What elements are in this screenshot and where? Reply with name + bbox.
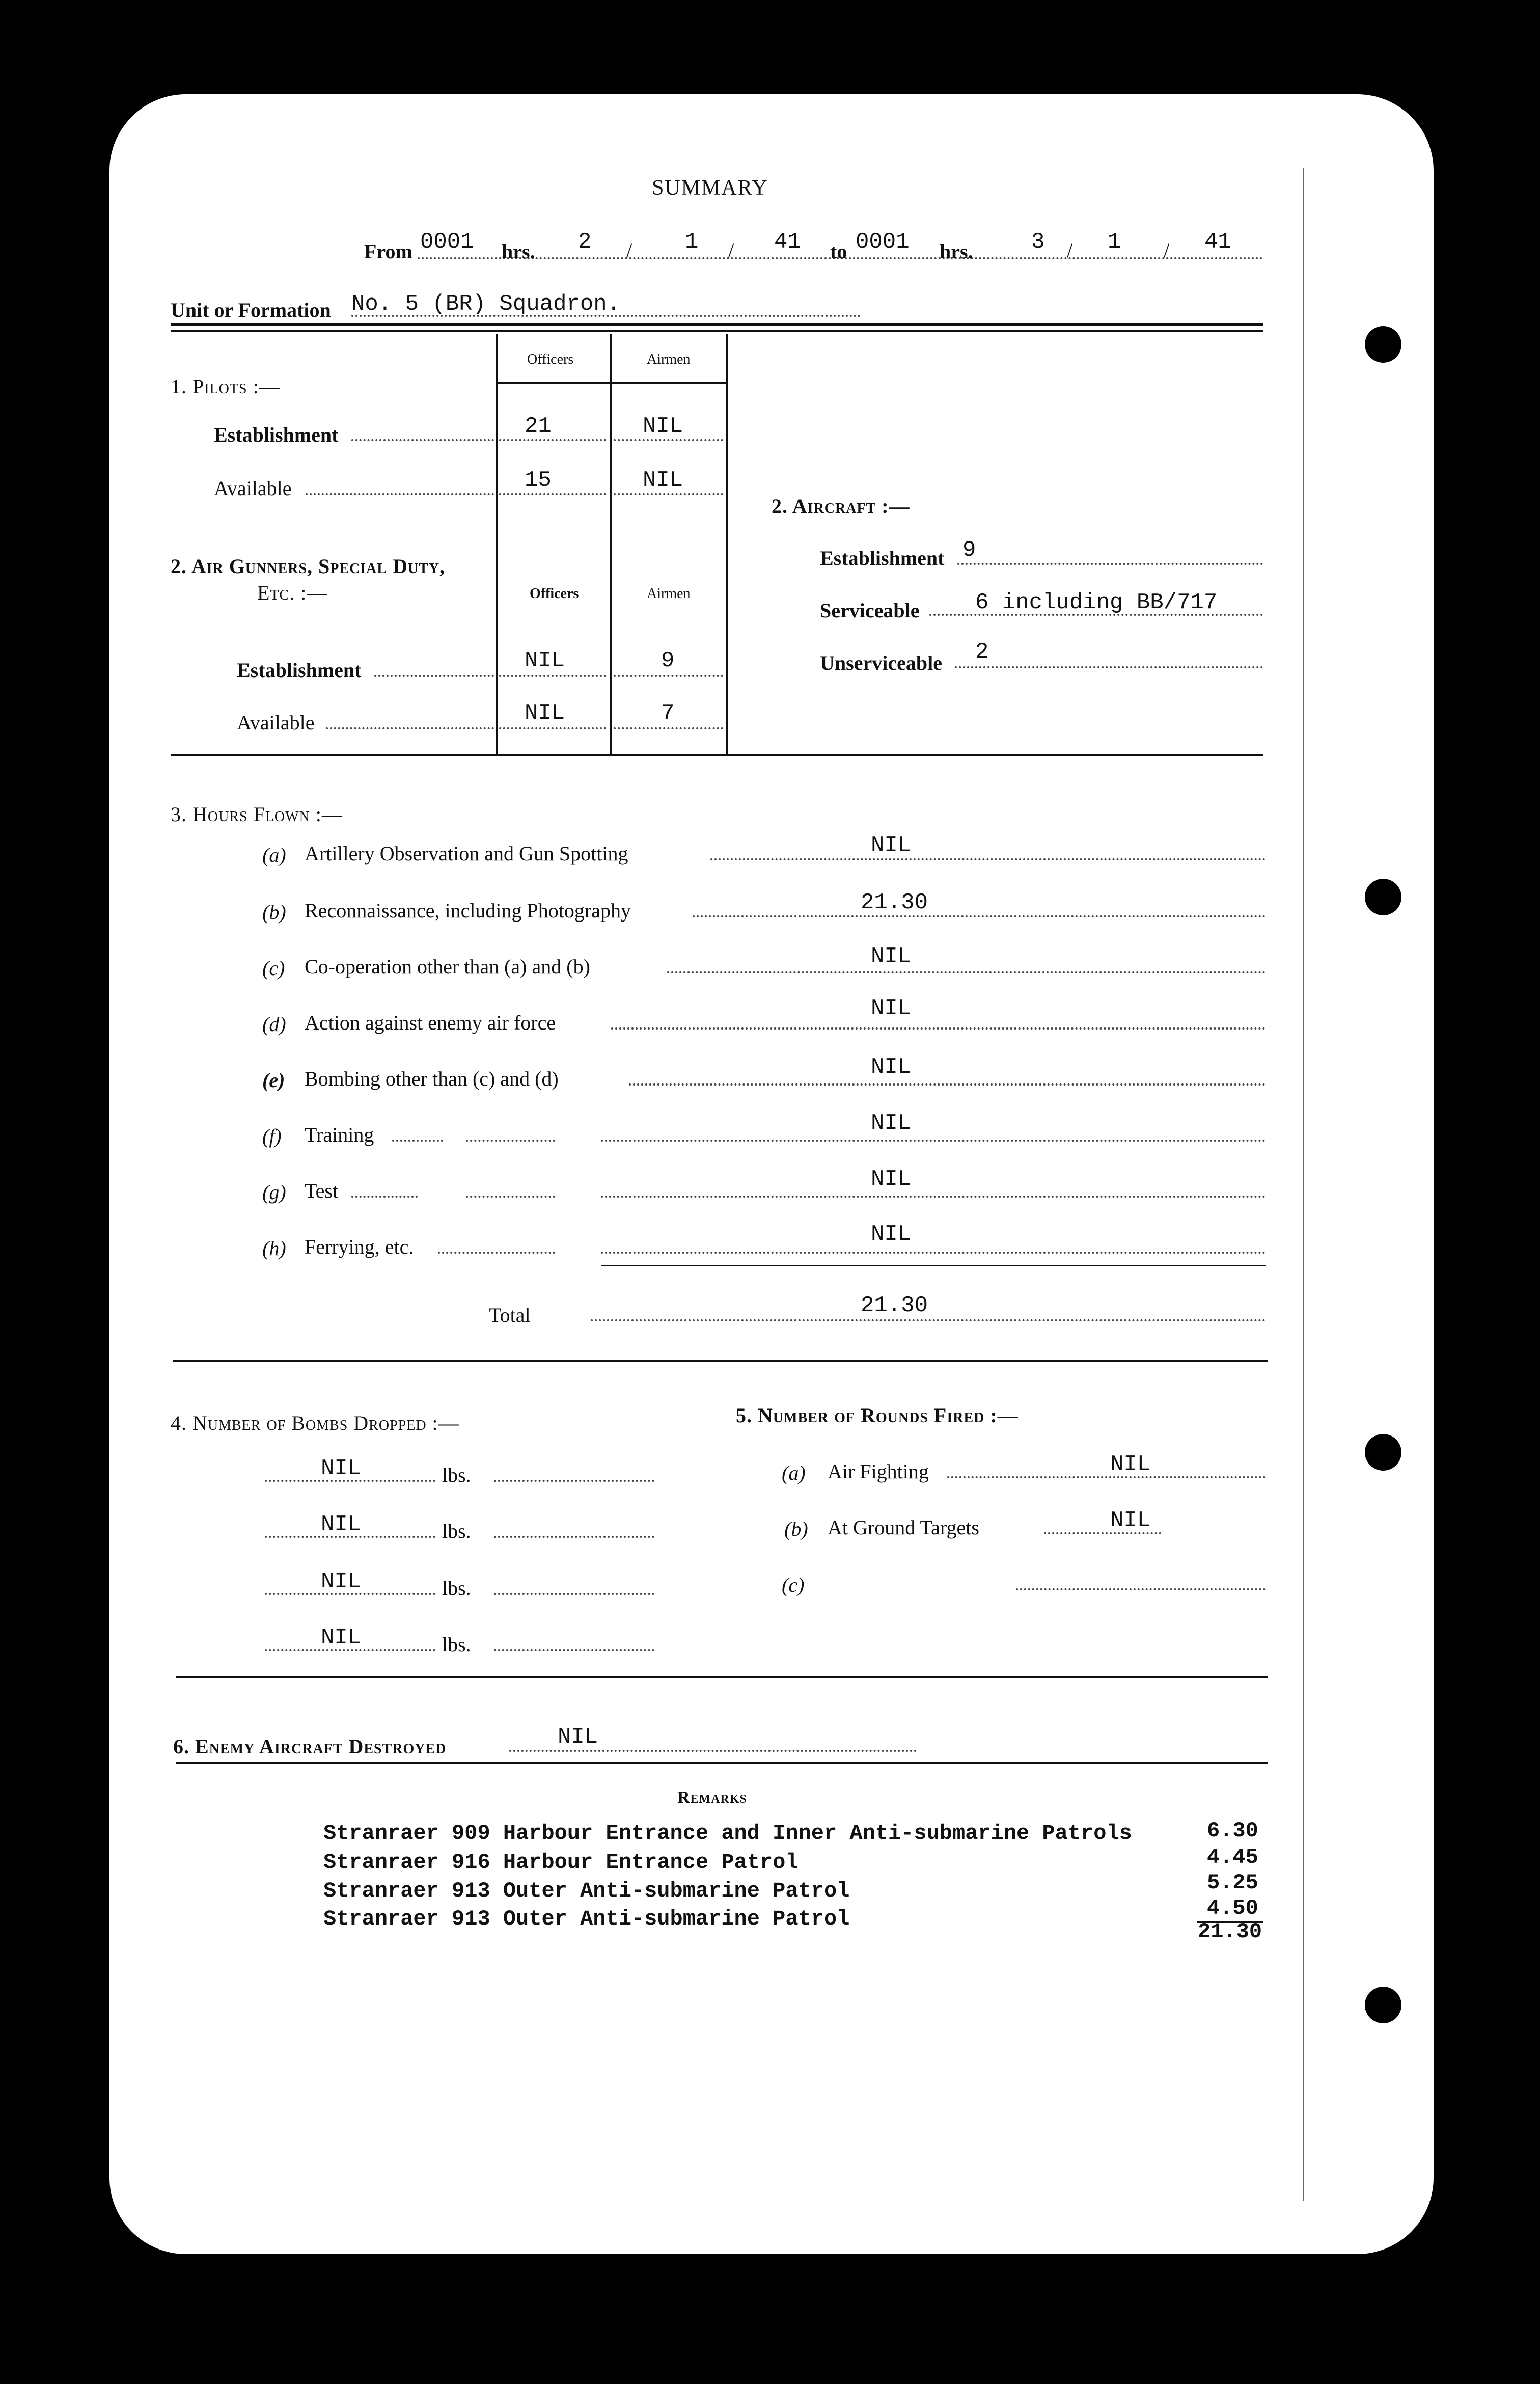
col-officers: Officers xyxy=(530,586,579,602)
remarks-line: Stranraer 913 Outer Anti-submarine Patrol xyxy=(323,1907,850,1931)
hours-letter-d: (d) xyxy=(262,1013,286,1036)
rounds-value-a: NIL xyxy=(1110,1452,1151,1477)
dotted-line xyxy=(351,439,494,441)
remarks-hours: 5.25 xyxy=(1207,1871,1258,1895)
hours-label-b: Reconnaissance, including Photography xyxy=(305,899,631,922)
divider xyxy=(173,1360,1268,1362)
dotted-line xyxy=(693,915,1266,917)
dotted-line xyxy=(392,1140,443,1142)
dotted-line xyxy=(499,675,606,677)
to-time: 0001 xyxy=(856,229,910,255)
gunners-available-label: Available xyxy=(237,711,315,734)
dotted-line xyxy=(438,1252,555,1254)
bombs-row-value: NIL xyxy=(321,1456,362,1481)
to-day: 3 xyxy=(1031,229,1045,255)
enemy-value: NIL xyxy=(558,1724,598,1750)
hrs-label: hrs. xyxy=(940,240,973,263)
dotted-line xyxy=(629,1083,1266,1086)
dotted-line xyxy=(466,1140,555,1142)
col-officers: Officers xyxy=(527,351,574,367)
aircraft-unserviceable-value: 2 xyxy=(975,639,989,665)
to-month: 1 xyxy=(1108,229,1121,255)
gunners-heading: 2. Air Gunners, Special Duty, xyxy=(171,555,446,578)
from-time: 0001 xyxy=(420,229,474,255)
hours-value-f: NIL xyxy=(871,1110,912,1136)
punch-hole xyxy=(1365,326,1401,363)
remarks-hours: 4.50 xyxy=(1207,1896,1258,1920)
bombs-unit: lbs. xyxy=(442,1520,471,1542)
pilots-available-label: Available xyxy=(214,477,292,500)
remarks-heading: Remarks xyxy=(677,1788,747,1807)
dotted-line xyxy=(591,1319,1266,1321)
col-airmen: Airmen xyxy=(647,351,691,367)
from-month: 1 xyxy=(685,229,699,255)
dotted-line xyxy=(1016,1588,1266,1590)
rounds-letter-a: (a) xyxy=(782,1461,806,1484)
rounds-heading: 5. Number of Rounds Fired :— xyxy=(736,1404,1019,1427)
hours-value-e: NIL xyxy=(871,1054,912,1080)
slash: / xyxy=(626,239,632,262)
hours-value-b: 21.30 xyxy=(861,890,928,915)
hours-label-h: Ferrying, etc. xyxy=(305,1235,414,1258)
gunners-establishment-officers: NIL xyxy=(525,648,565,673)
pilots-establishment-officers: 21 xyxy=(525,414,552,439)
punch-hole xyxy=(1365,879,1401,915)
remarks-hours: 4.45 xyxy=(1207,1845,1258,1870)
hours-value-h: NIL xyxy=(871,1222,912,1247)
aircraft-unserviceable-label: Unserviceable xyxy=(820,652,942,674)
remarks-line: Stranraer 909 Harbour Entrance and Inner Anti-submarine Patrols xyxy=(323,1821,1132,1846)
divider xyxy=(176,1676,1268,1678)
pilots-establishment-airmen: NIL xyxy=(643,414,683,439)
pilots-heading: 1. Pilots :— xyxy=(171,375,280,398)
bombs-unit: lbs. xyxy=(442,1464,471,1486)
hrs-label: hrs. xyxy=(502,240,535,263)
remarks-hours: 6.30 xyxy=(1207,1819,1258,1843)
slash: / xyxy=(1164,239,1170,262)
pilots-establishment-label: Establishment xyxy=(214,423,339,446)
slash: / xyxy=(1067,239,1073,262)
dotted-line xyxy=(499,439,606,441)
gunners-available-officers: NIL xyxy=(525,700,565,726)
remarks-total: 21.30 xyxy=(1198,1919,1262,1944)
divider xyxy=(171,330,1263,332)
aircraft-establishment-label: Establishment xyxy=(820,547,945,570)
table-rule xyxy=(496,334,498,756)
margin-rule xyxy=(1303,168,1304,2201)
dotted-line xyxy=(957,563,1263,565)
dotted-line xyxy=(374,675,494,677)
hours-label-g: Test xyxy=(305,1179,339,1202)
dotted-line xyxy=(494,1649,654,1651)
remarks-line: Stranraer 913 Outer Anti-submarine Patrol xyxy=(323,1879,850,1903)
hours-label-f: Training xyxy=(305,1123,374,1146)
gunners-heading-etc: Etc. :— xyxy=(257,581,328,604)
divider xyxy=(171,754,1263,756)
aircraft-heading: 2. Aircraft :— xyxy=(772,495,910,518)
hours-heading: 3. Hours Flown :— xyxy=(171,803,343,826)
pilots-available-officers: 15 xyxy=(525,468,552,493)
hours-letter-a: (a) xyxy=(262,844,286,866)
bombs-row-value: NIL xyxy=(321,1569,362,1594)
hours-total-value: 21.30 xyxy=(861,1293,928,1318)
to-year: 41 xyxy=(1204,229,1231,255)
from-year: 41 xyxy=(774,229,801,255)
dotted-line xyxy=(601,1252,1266,1254)
dotted-line xyxy=(494,1536,654,1538)
aircraft-establishment-value: 9 xyxy=(963,537,976,563)
hours-value-a: NIL xyxy=(871,833,912,858)
dotted-line xyxy=(466,1196,555,1198)
bombs-unit: lbs. xyxy=(442,1633,471,1656)
hours-label-e: Bombing other than (c) and (d) xyxy=(305,1067,559,1090)
dotted-line xyxy=(351,1196,418,1198)
hours-label-a: Artillery Observation and Gun Spotting xyxy=(305,842,628,865)
hours-letter-e: (e) xyxy=(262,1069,285,1092)
dotted-line xyxy=(611,1027,1266,1030)
dotted-line xyxy=(601,1140,1266,1142)
dotted-line xyxy=(667,971,1266,973)
slash: / xyxy=(728,239,734,262)
dotted-line xyxy=(326,727,494,729)
hours-letter-b: (b) xyxy=(262,901,286,924)
punch-hole xyxy=(1365,1434,1401,1471)
table-rule xyxy=(497,382,726,384)
dotted-line xyxy=(494,1593,654,1595)
remarks-line: Stranraer 916 Harbour Entrance Patrol xyxy=(323,1850,799,1875)
gunners-establishment-label: Establishment xyxy=(237,659,362,682)
dotted-line xyxy=(614,675,723,677)
hours-value-c: NIL xyxy=(871,944,912,969)
rounds-label-b: At Ground Targets xyxy=(828,1516,979,1539)
dotted-line xyxy=(499,727,606,729)
dotted-line xyxy=(947,1476,1266,1478)
from-label: From xyxy=(364,240,413,263)
hours-letter-c: (c) xyxy=(262,957,285,980)
bombs-heading: 4. Number of Bombs Dropped :— xyxy=(171,1412,459,1434)
gunners-establishment-airmen: 9 xyxy=(661,648,675,673)
aircraft-serviceable-label: Serviceable xyxy=(820,599,920,622)
dotted-line xyxy=(955,666,1263,668)
dotted-line xyxy=(614,493,723,495)
bombs-unit: lbs. xyxy=(442,1577,471,1600)
dotted-line xyxy=(509,1750,917,1752)
table-rule xyxy=(610,334,612,756)
hours-value-g: NIL xyxy=(871,1167,912,1192)
dotted-line xyxy=(614,727,723,729)
hours-letter-h: (h) xyxy=(262,1237,286,1260)
dotted-line xyxy=(494,1480,654,1482)
form-title: SUMMARY xyxy=(652,176,768,200)
enemy-label: 6. Enemy Aircraft Destroyed xyxy=(173,1735,447,1758)
from-day: 2 xyxy=(578,229,592,255)
rounds-letter-b: (b) xyxy=(784,1518,808,1540)
col-airmen: Airmen xyxy=(647,586,691,602)
divider xyxy=(176,1762,1268,1764)
hours-label-c: Co-operation other than (a) and (b) xyxy=(305,955,590,978)
punch-hole xyxy=(1365,1987,1401,2023)
hours-label-d: Action against enemy air force xyxy=(305,1011,556,1034)
hours-value-d: NIL xyxy=(871,996,912,1021)
bombs-row-value: NIL xyxy=(321,1625,362,1650)
aircraft-serviceable-value: 6 including BB/717 xyxy=(975,590,1218,615)
gunners-available-airmen: 7 xyxy=(661,700,675,726)
bombs-row-value: NIL xyxy=(321,1512,362,1537)
table-rule xyxy=(726,334,728,756)
dotted-line xyxy=(710,858,1266,860)
dotted-line xyxy=(306,493,494,495)
dotted-line xyxy=(499,493,606,495)
rounds-value-b: NIL xyxy=(1110,1508,1151,1533)
hours-letter-f: (f) xyxy=(262,1125,282,1148)
pilots-available-airmen: NIL xyxy=(643,468,683,493)
rounds-label-a: Air Fighting xyxy=(828,1460,929,1483)
hours-letter-g: (g) xyxy=(262,1181,286,1204)
dotted-line xyxy=(601,1196,1266,1198)
unit-value: No. 5 (BR) Squadron. xyxy=(351,291,621,317)
divider xyxy=(171,323,1263,326)
rounds-letter-c: (c) xyxy=(782,1574,805,1596)
hours-total-label: Total xyxy=(489,1304,531,1326)
unit-label: Unit or Formation xyxy=(171,299,331,321)
dotted-line xyxy=(614,439,723,441)
total-rule xyxy=(601,1265,1266,1266)
to-label: to xyxy=(830,240,847,263)
